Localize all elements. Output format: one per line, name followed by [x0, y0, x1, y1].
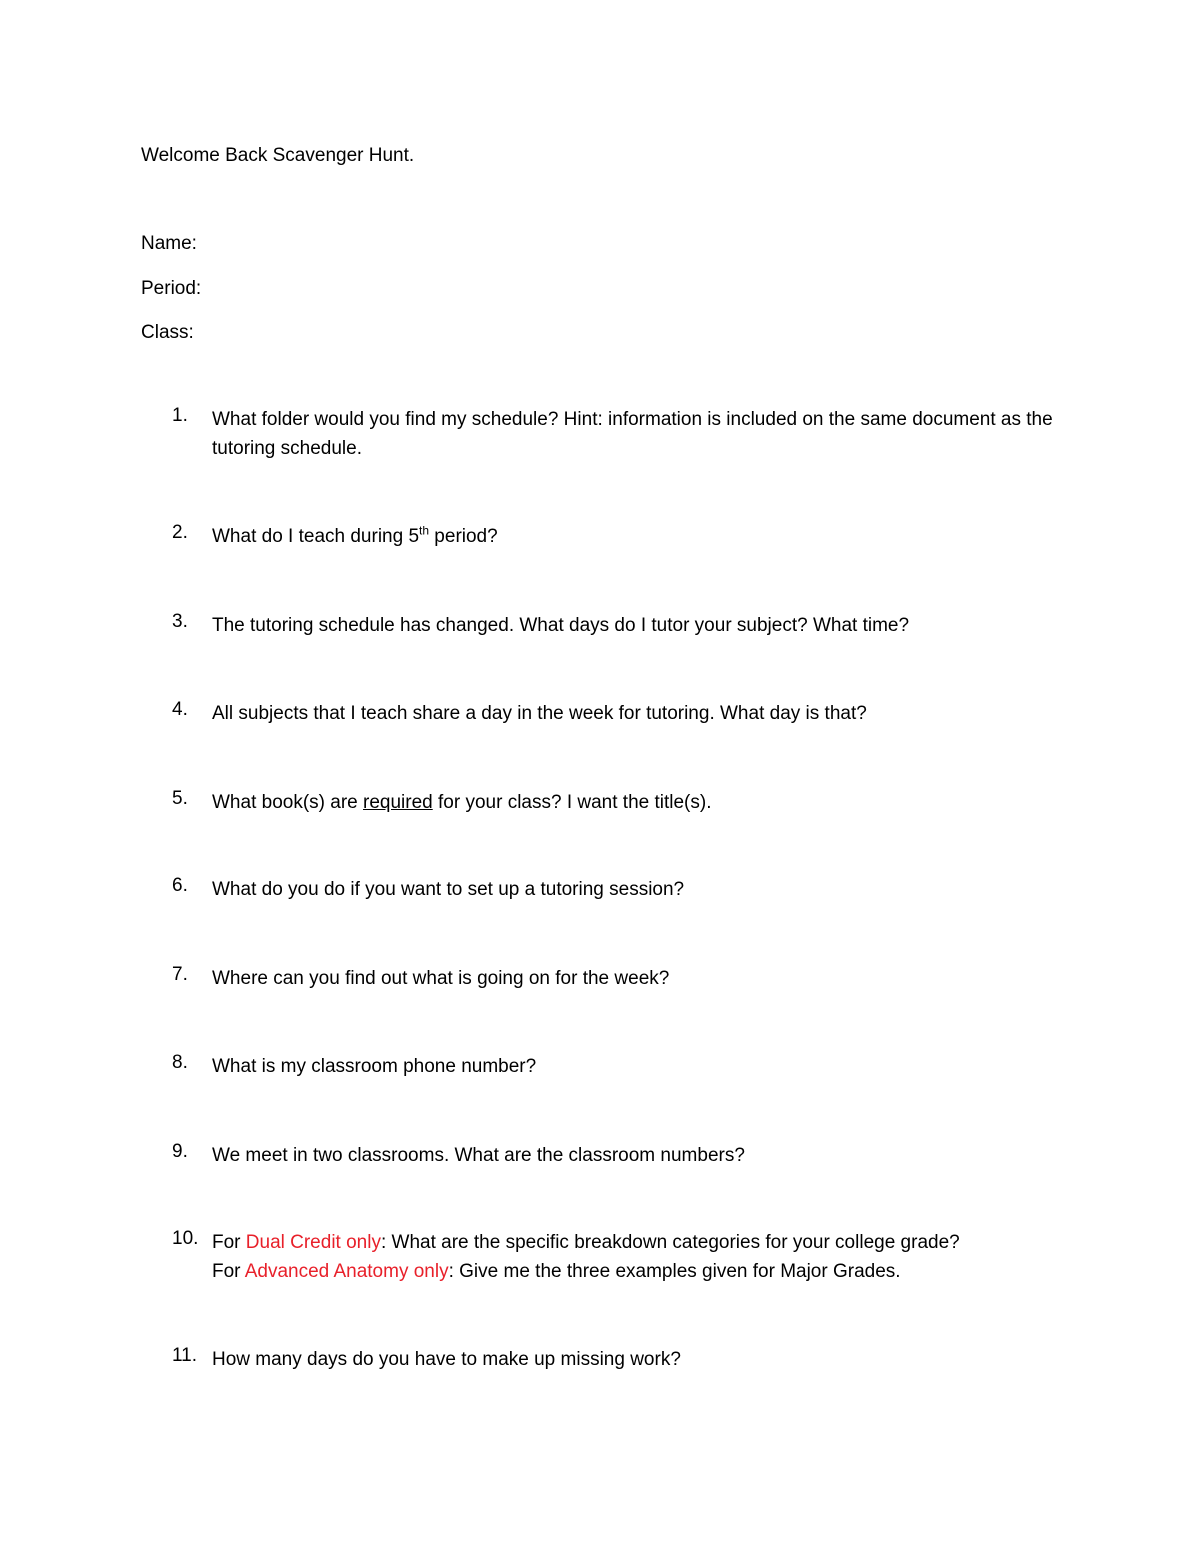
- question-number: 4.: [172, 699, 188, 720]
- name-field-label: Name:: [141, 233, 197, 254]
- question-number: 11.: [172, 1345, 198, 1366]
- advanced-anatomy-highlight: Advanced Anatomy only: [244, 1261, 449, 1282]
- page-title: Welcome Back Scavenger Hunt.: [141, 145, 415, 166]
- question-text: We meet in two classrooms. What are the classroom numbers?: [212, 1145, 745, 1166]
- question-number: 3.: [172, 611, 188, 632]
- question-number: 5.: [172, 788, 188, 809]
- question-text: How many days do you have to make up missing work?: [212, 1349, 681, 1370]
- question-text: The tutoring schedule has changed. What days do I tutor your subject? What time?: [212, 615, 910, 636]
- question-10-line-1: For Dual Credit only: What are the specific breakdown categories for your college grade?: [212, 1232, 960, 1253]
- question-text: [212, 1228, 1072, 1286]
- question-number: 8.: [172, 1052, 188, 1073]
- question-10-line-2: For Advanced Anatomy only: Give me the three examples given for Major Grades.: [212, 1261, 901, 1282]
- question-number: 2.: [172, 522, 188, 543]
- question-text: What is my classroom phone number?: [212, 1056, 537, 1077]
- question-text: What book(s) are required for your class? I want the title(s).: [212, 792, 712, 813]
- question-number: 10.: [172, 1228, 199, 1249]
- question-number: 6.: [172, 875, 188, 896]
- question-text: What do I teach during 5th period?: [212, 523, 498, 547]
- question-number: 7.: [172, 964, 188, 985]
- period-field-label: Period:: [141, 278, 202, 299]
- underlined-word: required: [363, 792, 433, 813]
- dual-credit-highlight: Dual Credit only: [245, 1232, 381, 1253]
- question-number: 9.: [172, 1141, 188, 1162]
- question-text: What do you do if you want to set up a tutoring session?: [212, 879, 685, 900]
- question-number: 1.: [172, 405, 188, 426]
- question-text: What folder would you find my schedule? Hint: information is included on the same document as the tutoring schedule.: [212, 409, 1053, 459]
- question-text: All subjects that I teach share a day in the week for tutoring. What day is that?: [212, 703, 867, 724]
- class-field-label: Class:: [141, 322, 194, 343]
- question-text: Where can you find out what is going on for the week?: [212, 968, 670, 989]
